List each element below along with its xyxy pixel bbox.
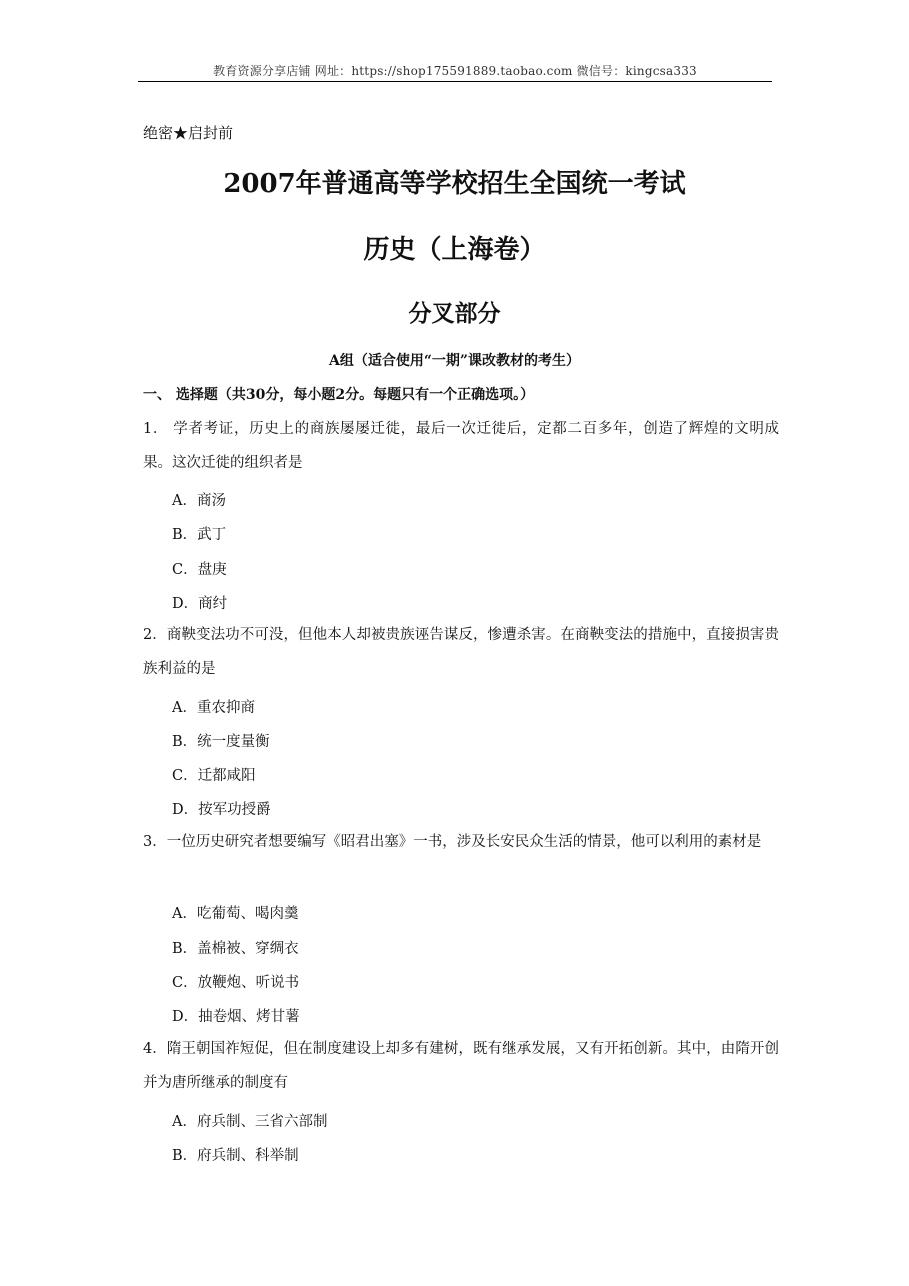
question-4-option-b: B．府兵制、科举制 (172, 1148, 299, 1164)
question-3-option-a: A．吃葡萄、喝肉羹 (172, 906, 299, 922)
secret-mark: 绝密★启封前 (143, 124, 234, 142)
question-3-stem: 3．一位历史研究者想要编写《昭君出塞》一书，涉及长安民众生活的情景，他可以利用的素材是 (143, 834, 762, 850)
question-2-option-a: A．重农抑商 (172, 700, 255, 716)
question-2-option-d: D．按军功授爵 (172, 802, 271, 818)
part-title: 分叉部分 (408, 300, 501, 327)
header-divider (138, 81, 772, 82)
question-1-option-c: C．盘庚 (172, 562, 227, 578)
section-heading: 一、 选择题（共30分，每小题2分。每题只有一个正确选项。） (143, 387, 535, 403)
question-1-option-b: B．武丁 (172, 527, 227, 543)
question-4-stem: 4．隋王朝国祚短促，但在制度建设上却多有建树，既有继承发展，又有开拓创新。其中，由隋开创并为唐所继承的制度有 (143, 1041, 779, 1091)
question-1-option-a: A．商汤 (172, 493, 226, 509)
group-heading: A组（适合使用“一期”课改教材的考生） (329, 353, 580, 369)
question-1-option-d: D．商纣 (172, 596, 228, 612)
page-header: 教育资源分享店铺 网址：https://shop175591889.taobao.com 微信号：kingcsa333 (213, 64, 697, 78)
question-1-stem: 1． 学者考证，历史上的商族屡屡迁徙，最后一次迁徙后，定都二百多年，创造了辉煌的文明成果。这次迁徙的组织者是 (143, 421, 779, 471)
question-3-option-b: B．盖棉被、穿绸衣 (172, 941, 299, 957)
question-4-option-a: A．府兵制、三省六部制 (172, 1114, 328, 1130)
question-3-option-c: C．放鞭炮、听说书 (172, 975, 300, 991)
exam-title: 2007年普通高等学校招生全国统一考试 (223, 169, 686, 199)
question-3-option-d: D．抽卷烟、烤甘薯 (172, 1009, 300, 1025)
question-2-option-b: B．统一度量衡 (172, 734, 270, 750)
question-2-option-c: C．迁都咸阳 (172, 768, 256, 784)
subject-title: 历史（上海卷） (363, 235, 546, 265)
question-2-stem: 2．商鞅变法功不可没，但他本人却被贵族诬告谋反，惨遭杀害。在商鞅变法的措施中，直接损害贵族利益的是 (143, 627, 779, 677)
